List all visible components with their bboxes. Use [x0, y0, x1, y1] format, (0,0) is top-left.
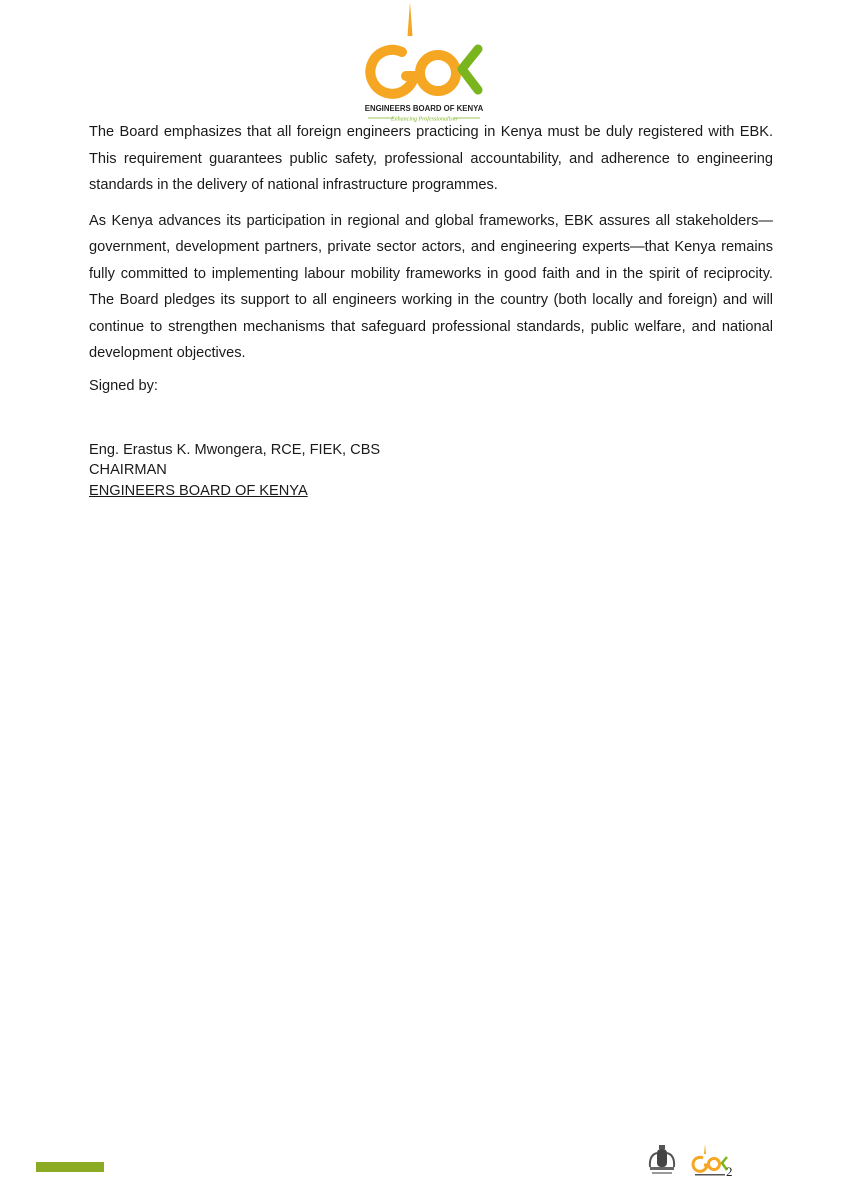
signatory-title: CHAIRMAN [89, 462, 167, 478]
page-number: 2 [726, 1164, 733, 1179]
letter-body [89, 119, 773, 501]
ebk-logo [356, 2, 492, 124]
footer-accent-bar [36, 1162, 104, 1172]
logo-tagline: Enhancing Professionalism [391, 116, 457, 123]
paragraph-registration: The Board emphasizes that all foreign engineers practicing in Kenya must be duly registered with EBK. This requirement guarantees public safety, professional accountability, and adherence to engineering standards in the delivery of national infrastructure programmes. [89, 124, 773, 193]
logo-org-name: ENGINEERS BOARD OF KENYA [364, 104, 484, 113]
ebk-logo-icon [691, 1144, 731, 1178]
kenya-coat-of-arms-icon [644, 1143, 680, 1179]
paragraph-commitment: As Kenya advances its participation in regional and global frameworks, EBK assures all stakeholders—government, development partners, private sector actors, and engineering experts—that Kenya remains fully committed to implementing labour mobility frameworks in good faith and in the spirit of reciprocity. The Board pledges its support to all engineers working in the country (both locally and foreign) and will continue to strengthen mechanisms that safeguard professional standards, public welfare, and national development objectives. [89, 212, 773, 361]
signatory-name: Eng. Erastus K. Mwongera, RCE, FIEK, CBS [89, 441, 381, 458]
signature-block [89, 440, 773, 502]
signatory-organization: ENGINEERS BOARD OF KENYA [89, 482, 308, 499]
signed-by-label: Signed by: [89, 377, 158, 394]
